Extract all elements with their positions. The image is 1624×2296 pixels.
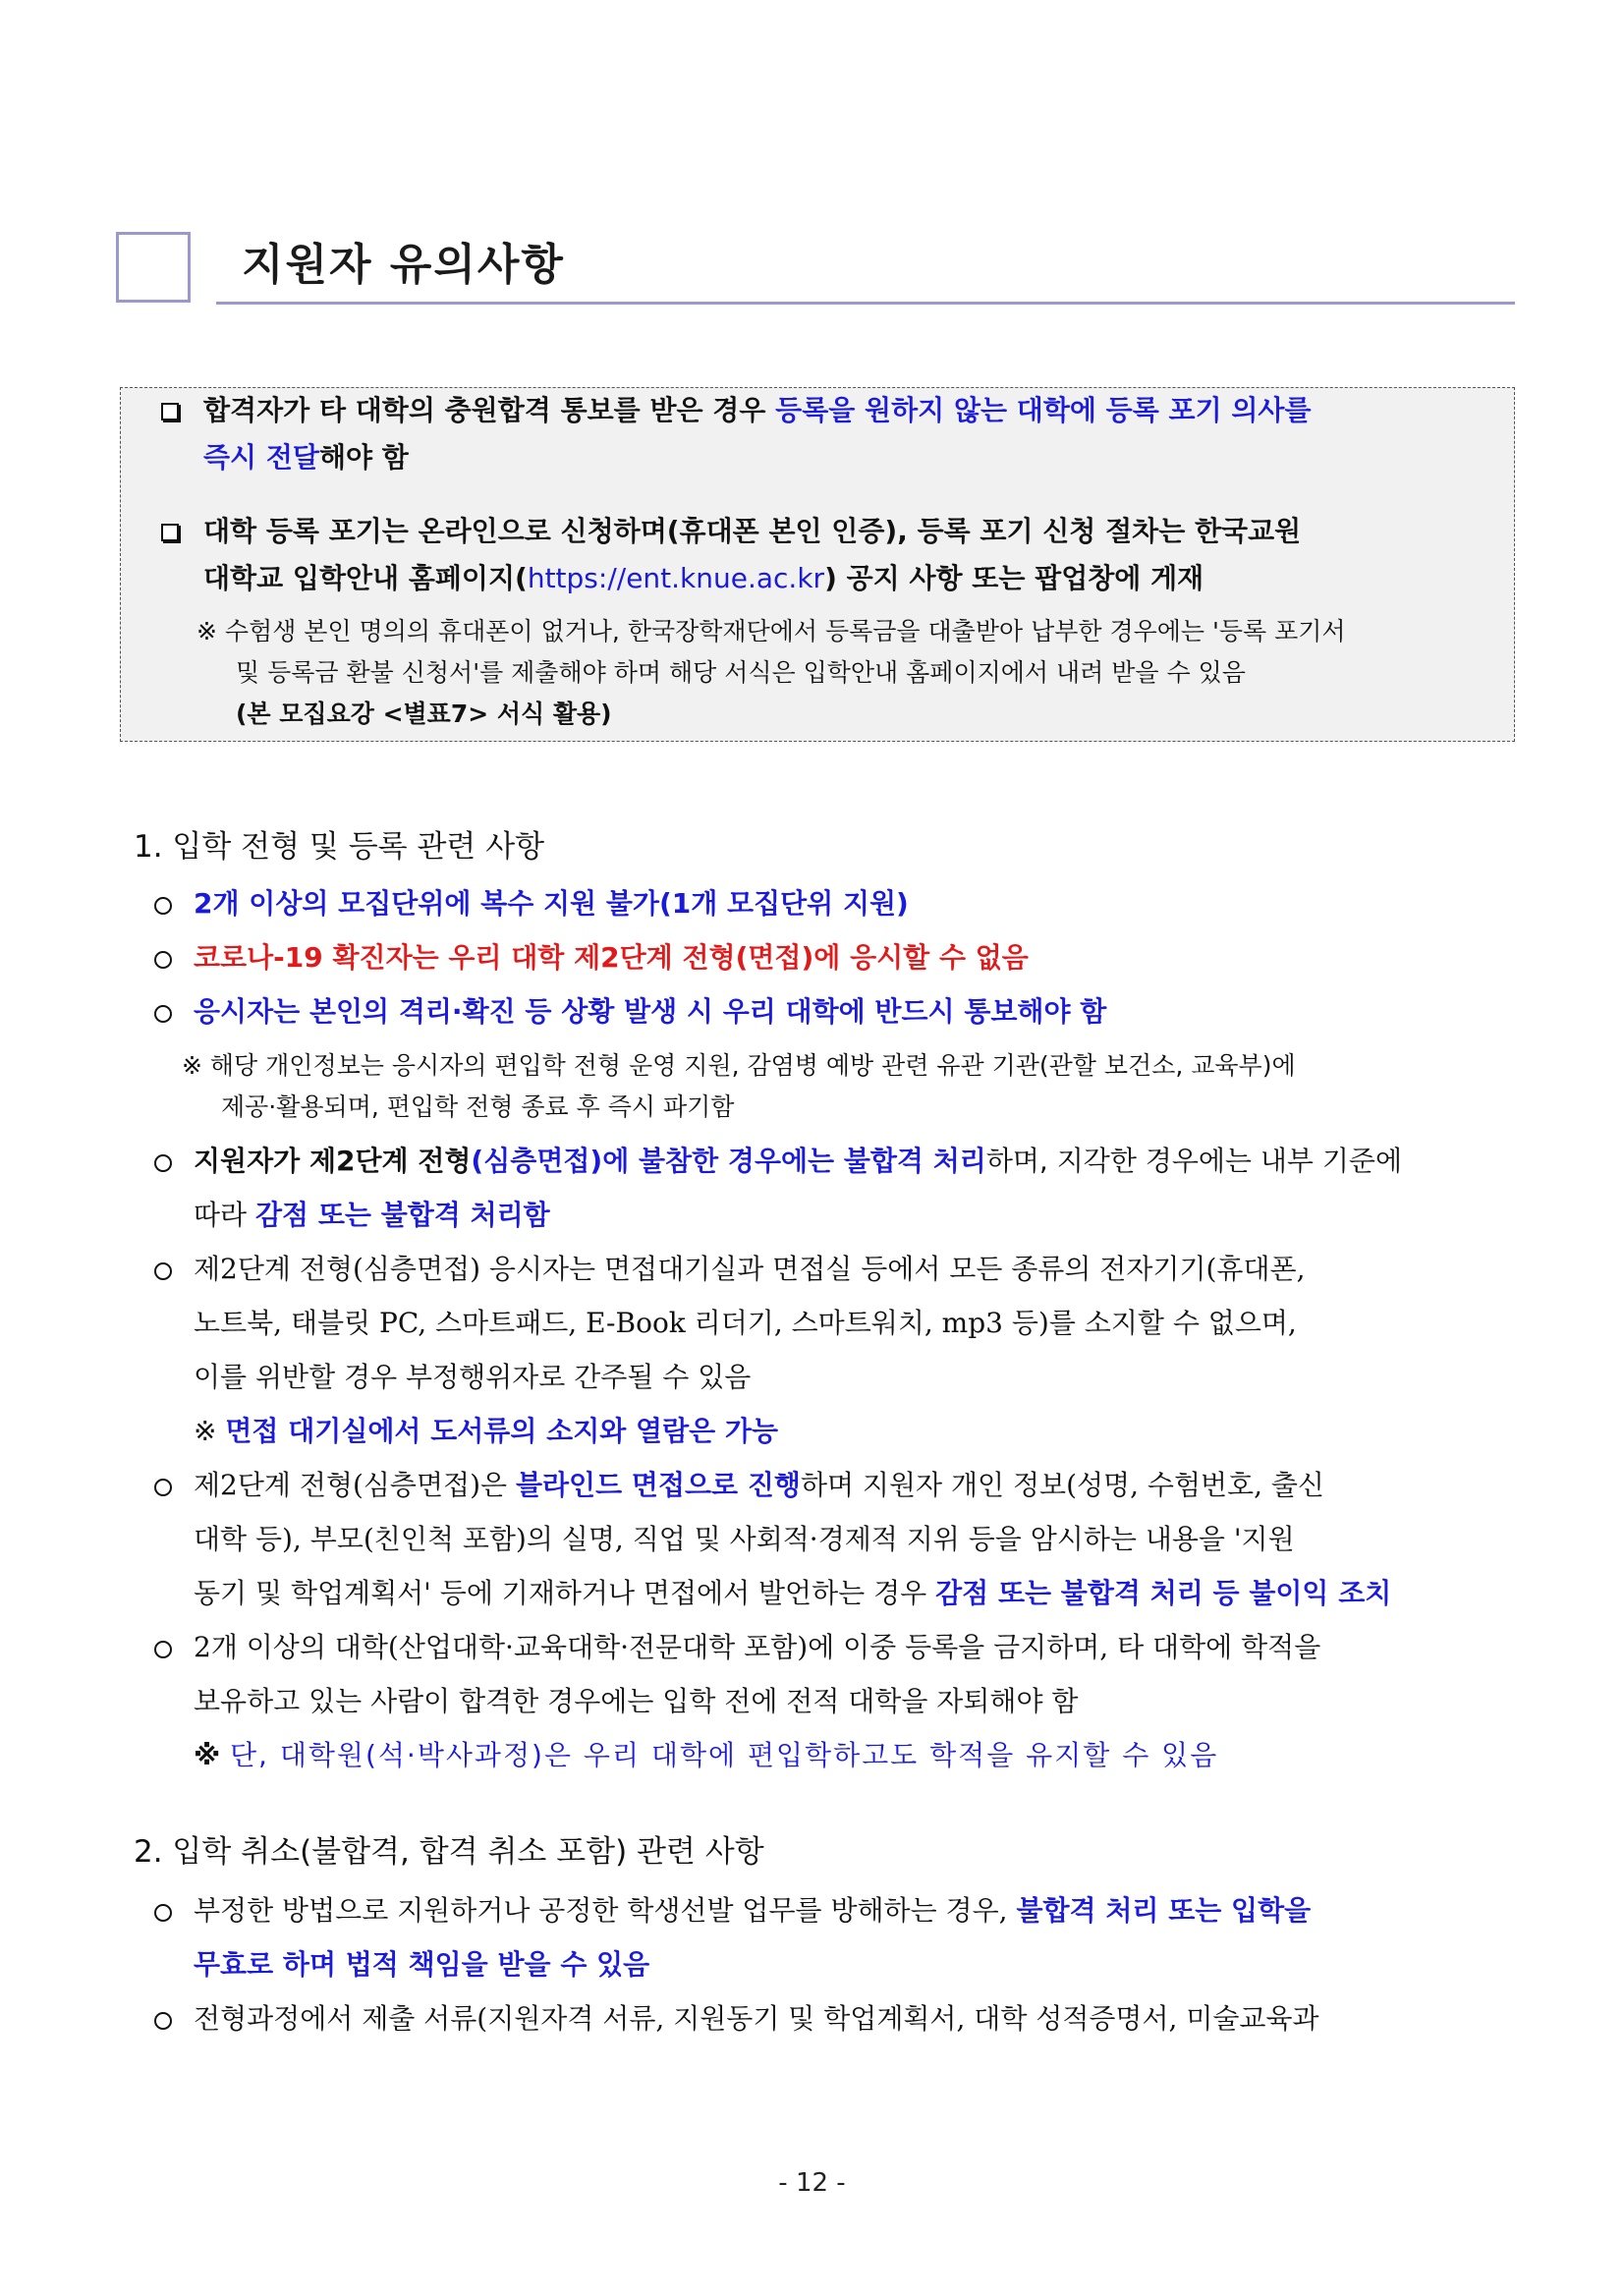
section-1-item-4-line-2: [194, 1196, 550, 1235]
circle-bullet-icon: [154, 1479, 172, 1496]
circle-bullet-icon: [154, 2012, 172, 2030]
circle-bullet-icon: [154, 1262, 172, 1280]
section-1-item-7-line-2: 보유하고 있는 사람이 합격한 경우에는 입학 전에 전적 대학을 자퇴해야 함: [194, 1685, 1079, 1717]
notice-item-1-line-2: [203, 438, 409, 477]
section-1-note-3-line-1: ※ 해당 개인정보는 응시자의 편입학 전형 운영 지원, 감염병 예방 관련 유관 기관(관할 보건소, 교육부)에: [182, 1051, 1296, 1080]
section-2-item-1-text: 부정한 방법으로 지원하거나 공정한 학생선발 업무를 방해하는 경우,: [194, 1894, 1017, 1927]
section-1-item-6-highlight: 블라인드 면접으로 진행: [515, 1469, 801, 1501]
section-1-note-5: [194, 1412, 778, 1451]
section-1-item-4-highlight-2: 감점 또는 불합격 처리함: [255, 1199, 550, 1231]
circle-bullet-icon: [154, 1641, 172, 1658]
notice-item-2-tail: ) 공지 사항 또는 팝업창에 게재: [824, 562, 1204, 594]
section-1-item-6-line-3: [194, 1574, 1391, 1613]
section-1-item-4-highlight: (심층면접)에 불참한 경우에는 불합격 처리: [471, 1145, 986, 1177]
notice-item-1-highlight: 등록을 원하지 않는 대학에 등록 포기 의사를: [775, 394, 1312, 426]
section-2-item-1-highlight: 불합격 처리 또는 입학을: [1016, 1894, 1312, 1927]
notice-item-1-line-1: [203, 391, 1312, 430]
section-1-item-5-line-2: 노트북, 태블릿 PC, 스마트패드, E-Book 리더기, 스마트워치, mp3 등)를 소지할 수 없으며,: [194, 1307, 1297, 1339]
section-1-item-4-text: 지원자가 제2단계 전형: [194, 1145, 472, 1177]
section-1-note-3-line-2: 제공·활용되며, 편입학 전형 종료 후 즉시 파기함: [221, 1092, 735, 1121]
note-mark: ※: [194, 1415, 226, 1447]
checkbox-bullet-icon: [161, 403, 179, 420]
section-1-item-6-line-2: 대학 등), 부모(친인척 포함)의 실명, 직업 및 사회적·경제적 지위 등을 암시하는 내용을 '지원: [194, 1523, 1295, 1555]
circle-bullet-icon: [154, 1904, 172, 1922]
section-1-item-4-lead: 따라: [194, 1199, 255, 1231]
section-1-item-2: 코로나-19 확진자는 우리 대학 제2단계 전형(면접)에 응시할 수 없음: [194, 941, 1029, 974]
circle-bullet-icon: [154, 951, 172, 969]
section-1-item-6-highlight-2: 감점 또는 불합격 처리 등 불이익 조치: [935, 1577, 1392, 1609]
notice-item-2-line-2: [203, 559, 1204, 598]
section-1-item-5-line-1: 제2단계 전형(심층면접) 응시자는 면접대기실과 면접실 등에서 모든 종류의 전자기기(휴대폰,: [194, 1253, 1306, 1285]
circle-bullet-icon: [154, 1154, 172, 1172]
section-2-item-1-line-2: 무효로 하며 법적 책임을 받을 수 있음: [194, 1948, 650, 1981]
section-1-title: 1. 입학 전형 및 등록 관련 사항: [134, 829, 545, 865]
admission-homepage-link[interactable]: https://ent.knue.ac.kr: [527, 562, 825, 594]
section-2-title: 2. 입학 취소(불합격, 합격 취소 포함) 관련 사항: [134, 1834, 764, 1870]
notice-item-1-tail: 해야 함: [318, 441, 409, 474]
notice-item-2-text: 대학교 입학안내 홈페이지(: [203, 562, 528, 594]
section-1-item-6-tail: 하며 지원자 개인 정보(성명, 수험번호, 출신: [800, 1469, 1324, 1501]
section-1-item-1: 2개 이상의 모집단위에 복수 지원 불가(1개 모집단위 지원): [194, 887, 909, 920]
notice-note-line-1: ※ 수험생 본인 명의의 휴대폰이 없거나, 한국장학재단에서 등록금을 대출받아 납부한 경우에는 '등록 포기서: [196, 617, 1346, 645]
circle-bullet-icon: [154, 897, 172, 915]
section-1-item-7-line-1: 2개 이상의 대학(산업대학·교육대학·전문대학 포함)에 이중 등록을 금지하며, 타 대학에 학적을: [194, 1631, 1321, 1663]
section-1-item-6-text-2: 동기 및 학업계획서' 등에 기재하거나 면접에서 발언하는 경우: [194, 1577, 936, 1609]
section-1-item-3: 응시자는 본인의 격리·확진 등 상황 발생 시 우리 대학에 반드시 통보해야 함: [194, 995, 1107, 1028]
section-2-item-2-line-1: 전형과정에서 제출 서류(지원자격 서류, 지원동기 및 학업계획서, 대학 성적증명서, 미술교육과: [194, 2002, 1319, 2035]
section-1-note-7: [194, 1736, 1218, 1775]
circle-bullet-icon: [154, 1005, 172, 1023]
title-underline: [216, 302, 1515, 305]
notice-note-line-3: (본 모집요강 <별표7> 서식 활용): [236, 700, 612, 728]
section-1-item-6-line-1: [194, 1466, 1324, 1505]
page-number: - 12 -: [778, 2168, 846, 2198]
checkbox-bullet-icon: [161, 524, 179, 541]
section-1-item-6-text: 제2단계 전형(심층면접)은: [194, 1469, 516, 1501]
section-1-note-7-text: 단, 대학원(석·박사과정)은 우리 대학에 편입학하고도 학적을 유지할 수 있음: [229, 1739, 1219, 1771]
section-1-note-5-text: 면접 대기실에서 도서류의 소지와 열람은 가능: [225, 1415, 779, 1447]
section-1-item-4-line-1: [194, 1142, 1402, 1181]
notice-item-1-text: 합격자가 타 대학의 충원합격 통보를 받은 경우: [203, 394, 776, 426]
notice-item-2-line-1: 대학 등록 포기는 온라인으로 신청하며(휴대폰 본인 인증), 등록 포기 신청 절차는 한국교원: [203, 515, 1302, 547]
notice-note-line-2: 및 등록금 환불 신청서'를 제출해야 하며 해당 서식은 입학안내 홈페이지에서 내려 받을 수 있음: [236, 658, 1246, 687]
page-title: 지원자 유의사항: [242, 240, 565, 290]
note-mark: ※: [194, 1739, 230, 1771]
section-1-item-5-line-3: 이를 위반할 경우 부정행위자로 간주될 수 있음: [194, 1361, 752, 1393]
section-2-item-1-line-1: [194, 1891, 1311, 1931]
section-1-item-4-tail: 하며, 지각한 경우에는 내부 기준에: [985, 1145, 1403, 1177]
title-decoration-box: [116, 232, 191, 303]
notice-item-1-highlight-2: 즉시 전달: [203, 441, 319, 474]
